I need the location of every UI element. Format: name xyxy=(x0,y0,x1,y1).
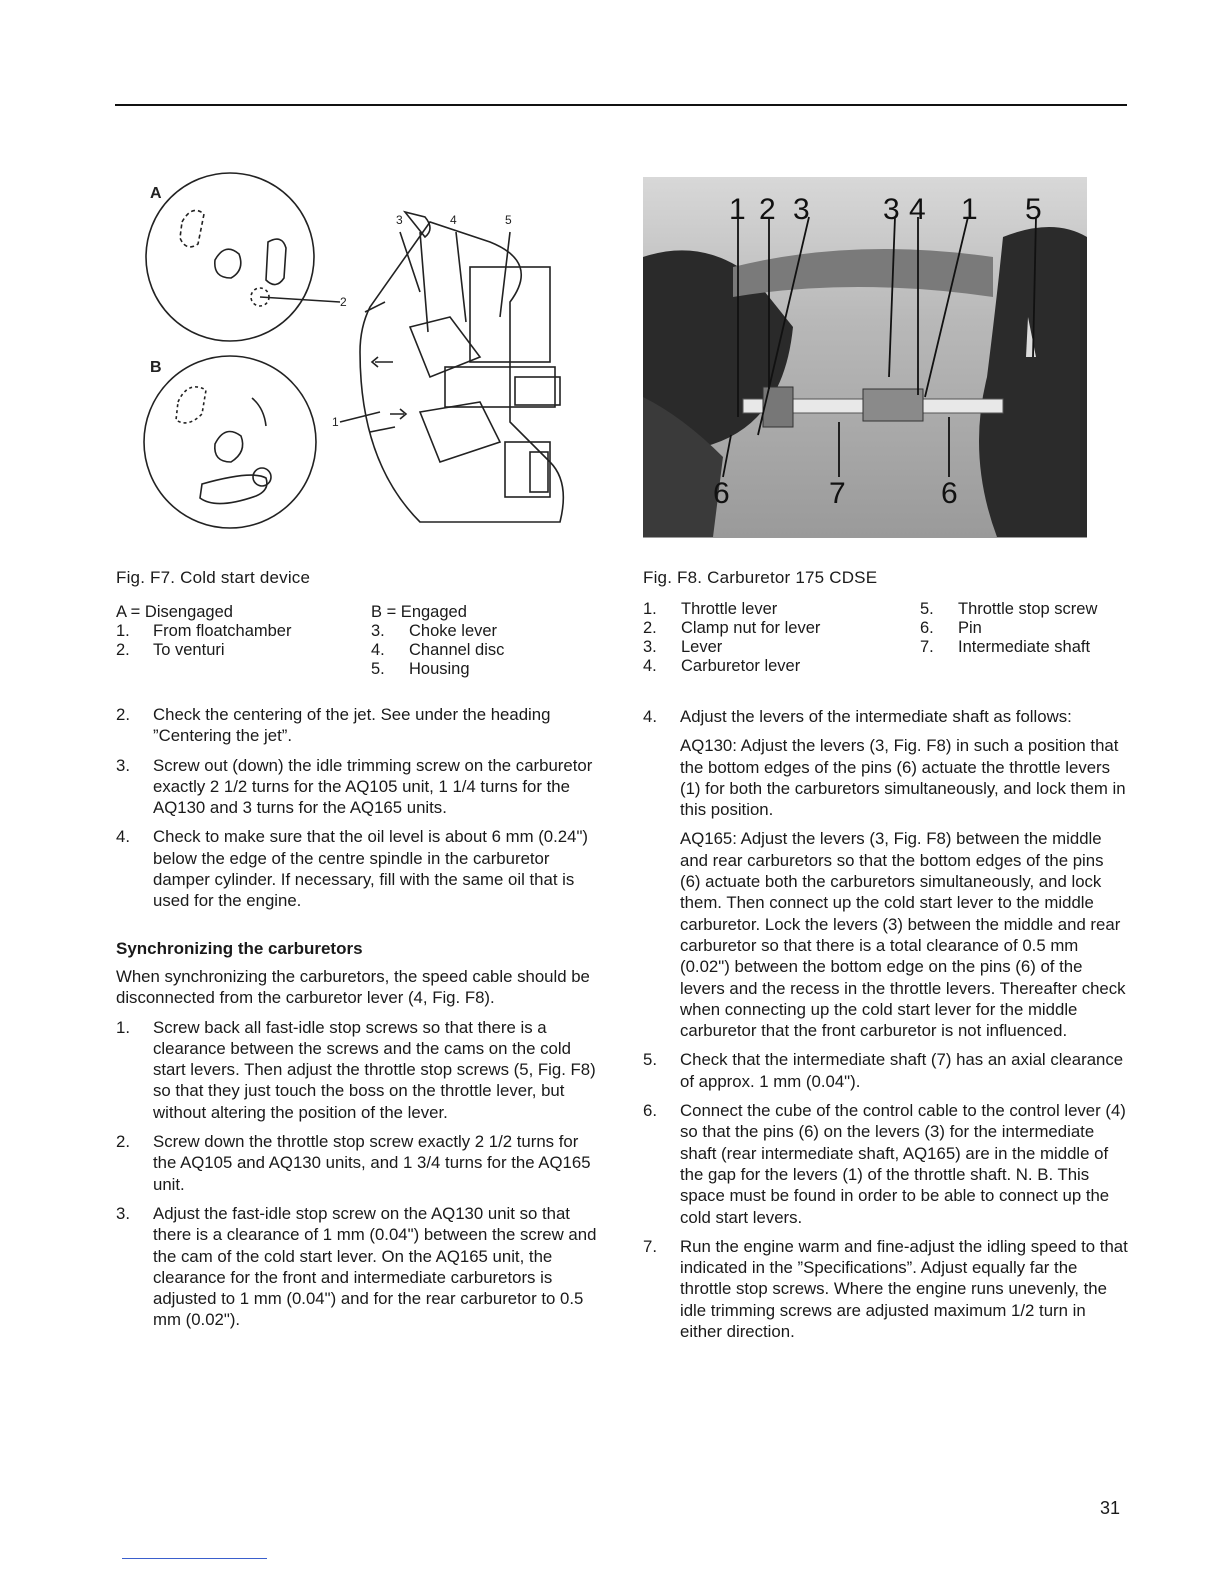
legend-row xyxy=(920,619,1097,638)
legend-num: 4. xyxy=(643,657,657,675)
label-4: 4 xyxy=(450,213,457,227)
legend-text: From floatchamber xyxy=(153,622,292,640)
list-item xyxy=(116,1203,606,1331)
step-text: Adjust the fast-idle stop screw on the AQ130 unit so that there is a clearance of 1 mm (0.04") between the screw and the cam of the cold start lever. On the AQ165 unit, the clearance for the front and intermediate carburetors is adjusted to 1 mm (0.04") and for the rear carburetor to 0.5 mm (0.02"). xyxy=(153,1203,597,1330)
legend-num: 3. xyxy=(643,638,657,656)
legend-num: 5. xyxy=(371,660,385,678)
step-number: 2. xyxy=(116,705,130,724)
legend-text: Lever xyxy=(681,638,723,656)
legend-text: Clamp nut for lever xyxy=(681,619,821,637)
step-text: Connect the cube of the control cable to the control lever (4) so that the pins (6) on the levers (3) for the intermediate shaft (rear intermediate shaft, AQ165) are in the middle of the gap for the levers (1) of the throttle shaft. N. B. This space must be found in order to be able to connect up the cold start levers. xyxy=(680,1101,1126,1227)
step-number: 2. xyxy=(116,1132,130,1152)
label-a: A xyxy=(150,185,162,202)
step-number: 4. xyxy=(643,707,657,726)
label-1: 1 xyxy=(332,415,339,429)
list-item xyxy=(643,706,1128,727)
list-item xyxy=(116,1017,606,1123)
step-text: Check the centering of the jet. See under the heading ”Centering the jet”. xyxy=(153,705,551,746)
photo-label-5: 5 xyxy=(1025,193,1042,226)
step-text: Run the engine warm and fine-adjust the idling speed to that indicated in the ”Specifications”. Adjust equally far the throttle stop screws. Where the engine runs unevenly, the idle trimming screws are adjusted maximum 1/2 turn in either direction. xyxy=(680,1236,1128,1342)
legend-text: Throttle lever xyxy=(681,600,778,618)
legend-num: 7. xyxy=(920,638,934,656)
top-rule xyxy=(115,104,1127,106)
photo-label-1b: 1 xyxy=(961,193,978,226)
legend-num: 6. xyxy=(920,619,934,637)
legend-row xyxy=(643,619,820,638)
step-number: 1. xyxy=(116,1017,130,1037)
bottom-rule xyxy=(122,1558,267,1559)
legend-text: Choke lever xyxy=(409,622,498,640)
photo-label-2: 2 xyxy=(759,193,776,226)
legend-num: 4. xyxy=(371,641,385,659)
aq165-paragraph: AQ165: Adjust the levers (3, Fig. F8) between the middle and rear carburetors so that the bottom edges of the pins (6) actuate both the carburetors simultaneously, and lock them. Then connect up the cold start lever to the middle carburetor. Lock the levers (3) between the middle and rear carburetor so that there is a total clearance of 0.5 mm (0.02") between the bottom edge on the pins (6) of the levers and the recess in the throttle levers. Thereafter check when connecting up the cold start lever for the middle carburetor that the front carburetor is not influenced. xyxy=(680,829,1126,1041)
legend-row xyxy=(371,660,504,679)
legend-row xyxy=(643,600,820,619)
legend-num: 1. xyxy=(116,622,130,640)
step-text: Screw back all fast-idle stop screws so that there is a clearance between the screws and the cams on the cold start levers. Then adjust the throttle stop screws (5, Fig. F8) so that they just touch the boss on the throttle lever, but without altering the position of the lever. xyxy=(153,1017,596,1122)
legend-key: A = Disengaged xyxy=(116,603,233,621)
step-number: 6. xyxy=(643,1101,657,1121)
legend-row xyxy=(643,657,820,676)
legend-row xyxy=(643,638,820,657)
page-number: 31 xyxy=(1100,1498,1121,1518)
fig-f8-legend-left xyxy=(643,600,820,676)
left-column xyxy=(116,704,606,1339)
step-text: Check to make sure that the oil level is about 6 mm (0.24") below the edge of the centre spindle in the carburetor damper cylinder. If necessary, fill with the same oil that is used for the engine. xyxy=(153,827,589,911)
section-heading: Synchronizing the carburetors xyxy=(116,938,363,958)
legend-text: Intermediate shaft xyxy=(958,638,1091,656)
legend-row xyxy=(116,622,291,641)
legend-num: 2. xyxy=(116,641,130,659)
legend-row xyxy=(116,603,291,622)
legend-row xyxy=(371,622,504,641)
step-number: 5. xyxy=(643,1050,657,1070)
legend-text: Pin xyxy=(958,619,982,637)
fig-f8-caption: Fig. F8. Carburetor 175 CDSE xyxy=(643,568,878,587)
label-2: 2 xyxy=(340,295,347,309)
step-number: 3. xyxy=(116,1203,130,1223)
photo-label-1: 1 xyxy=(729,193,746,226)
label-5: 5 xyxy=(505,213,512,227)
legend-num: 2. xyxy=(643,619,657,637)
fig-f7-legend-left xyxy=(116,603,291,660)
photo-label-6a: 6 xyxy=(713,477,730,510)
step-number: 3. xyxy=(116,755,130,775)
legend-row xyxy=(920,638,1097,657)
step-text: Check that the intermediate shaft (7) has an axial clearance of approx. 1 mm (0.04"). xyxy=(680,1050,1124,1091)
step-number: 7. xyxy=(643,1236,657,1256)
photo-label-4: 4 xyxy=(909,193,926,226)
legend-row xyxy=(371,603,504,622)
legend-row xyxy=(920,600,1097,619)
legend-row xyxy=(116,641,291,660)
photo-label-7: 7 xyxy=(829,477,846,510)
legend-key: B = Engaged xyxy=(371,603,467,621)
label-b: B xyxy=(150,359,162,376)
legend-num: 5. xyxy=(920,600,934,618)
photo-label-3b: 3 xyxy=(883,193,900,226)
legend-num: 1. xyxy=(643,600,657,618)
label-3: 3 xyxy=(396,213,403,227)
legend-row xyxy=(371,641,504,660)
photo-label-3a: 3 xyxy=(793,193,810,226)
carburetor-photo xyxy=(643,177,1087,538)
fig-f8-legend-right xyxy=(920,600,1097,657)
legend-text: To venturi xyxy=(153,641,225,659)
fig-f7-legend-right xyxy=(371,603,504,679)
right-column xyxy=(643,706,1128,1350)
cold-start-device-diagram xyxy=(120,172,590,552)
fig-f7-caption: Fig. F7. Cold start device xyxy=(116,568,311,587)
legend-text: Throttle stop screw xyxy=(958,600,1098,618)
list-item xyxy=(643,1236,1128,1342)
list-item xyxy=(643,1049,1128,1092)
legend-text: Channel disc xyxy=(409,641,505,659)
step-text: Screw down the throttle stop screw exactly 2 1/2 turns for the AQ105 and AQ130 units, and 1 3/4 turns for the AQ165 unit. xyxy=(153,1132,591,1194)
list-item xyxy=(116,704,606,747)
step-text: Screw out (down) the idle trimming screw on the carburetor exactly 2 1/2 turns for the AQ105 unit, 1 1/4 turns for the AQ130 and 3 turns for the AQ165 units. xyxy=(153,755,593,818)
aq130-paragraph: AQ130: Adjust the levers (3, Fig. F8) in such a position that the bottom edges of the pins (6) actuate the throttle levers (1) for both the carburetors simultaneously, and lock them in this position. xyxy=(680,736,1126,820)
list-item xyxy=(643,1100,1128,1228)
list-item xyxy=(116,755,606,819)
list-item xyxy=(116,1131,606,1195)
legend-num: 3. xyxy=(371,622,385,640)
intro-paragraph: When synchronizing the carburetors, the speed cable should be disconnected from the carburetor lever (4, Fig. F8). xyxy=(116,966,590,1008)
photo-label-6b: 6 xyxy=(941,477,958,510)
list-item xyxy=(116,826,606,911)
legend-text: Carburetor lever xyxy=(681,657,801,675)
step-text: Adjust the levers of the intermediate shaft as follows: xyxy=(680,707,1072,726)
step-number: 4. xyxy=(116,827,130,847)
legend-text: Housing xyxy=(409,660,470,678)
